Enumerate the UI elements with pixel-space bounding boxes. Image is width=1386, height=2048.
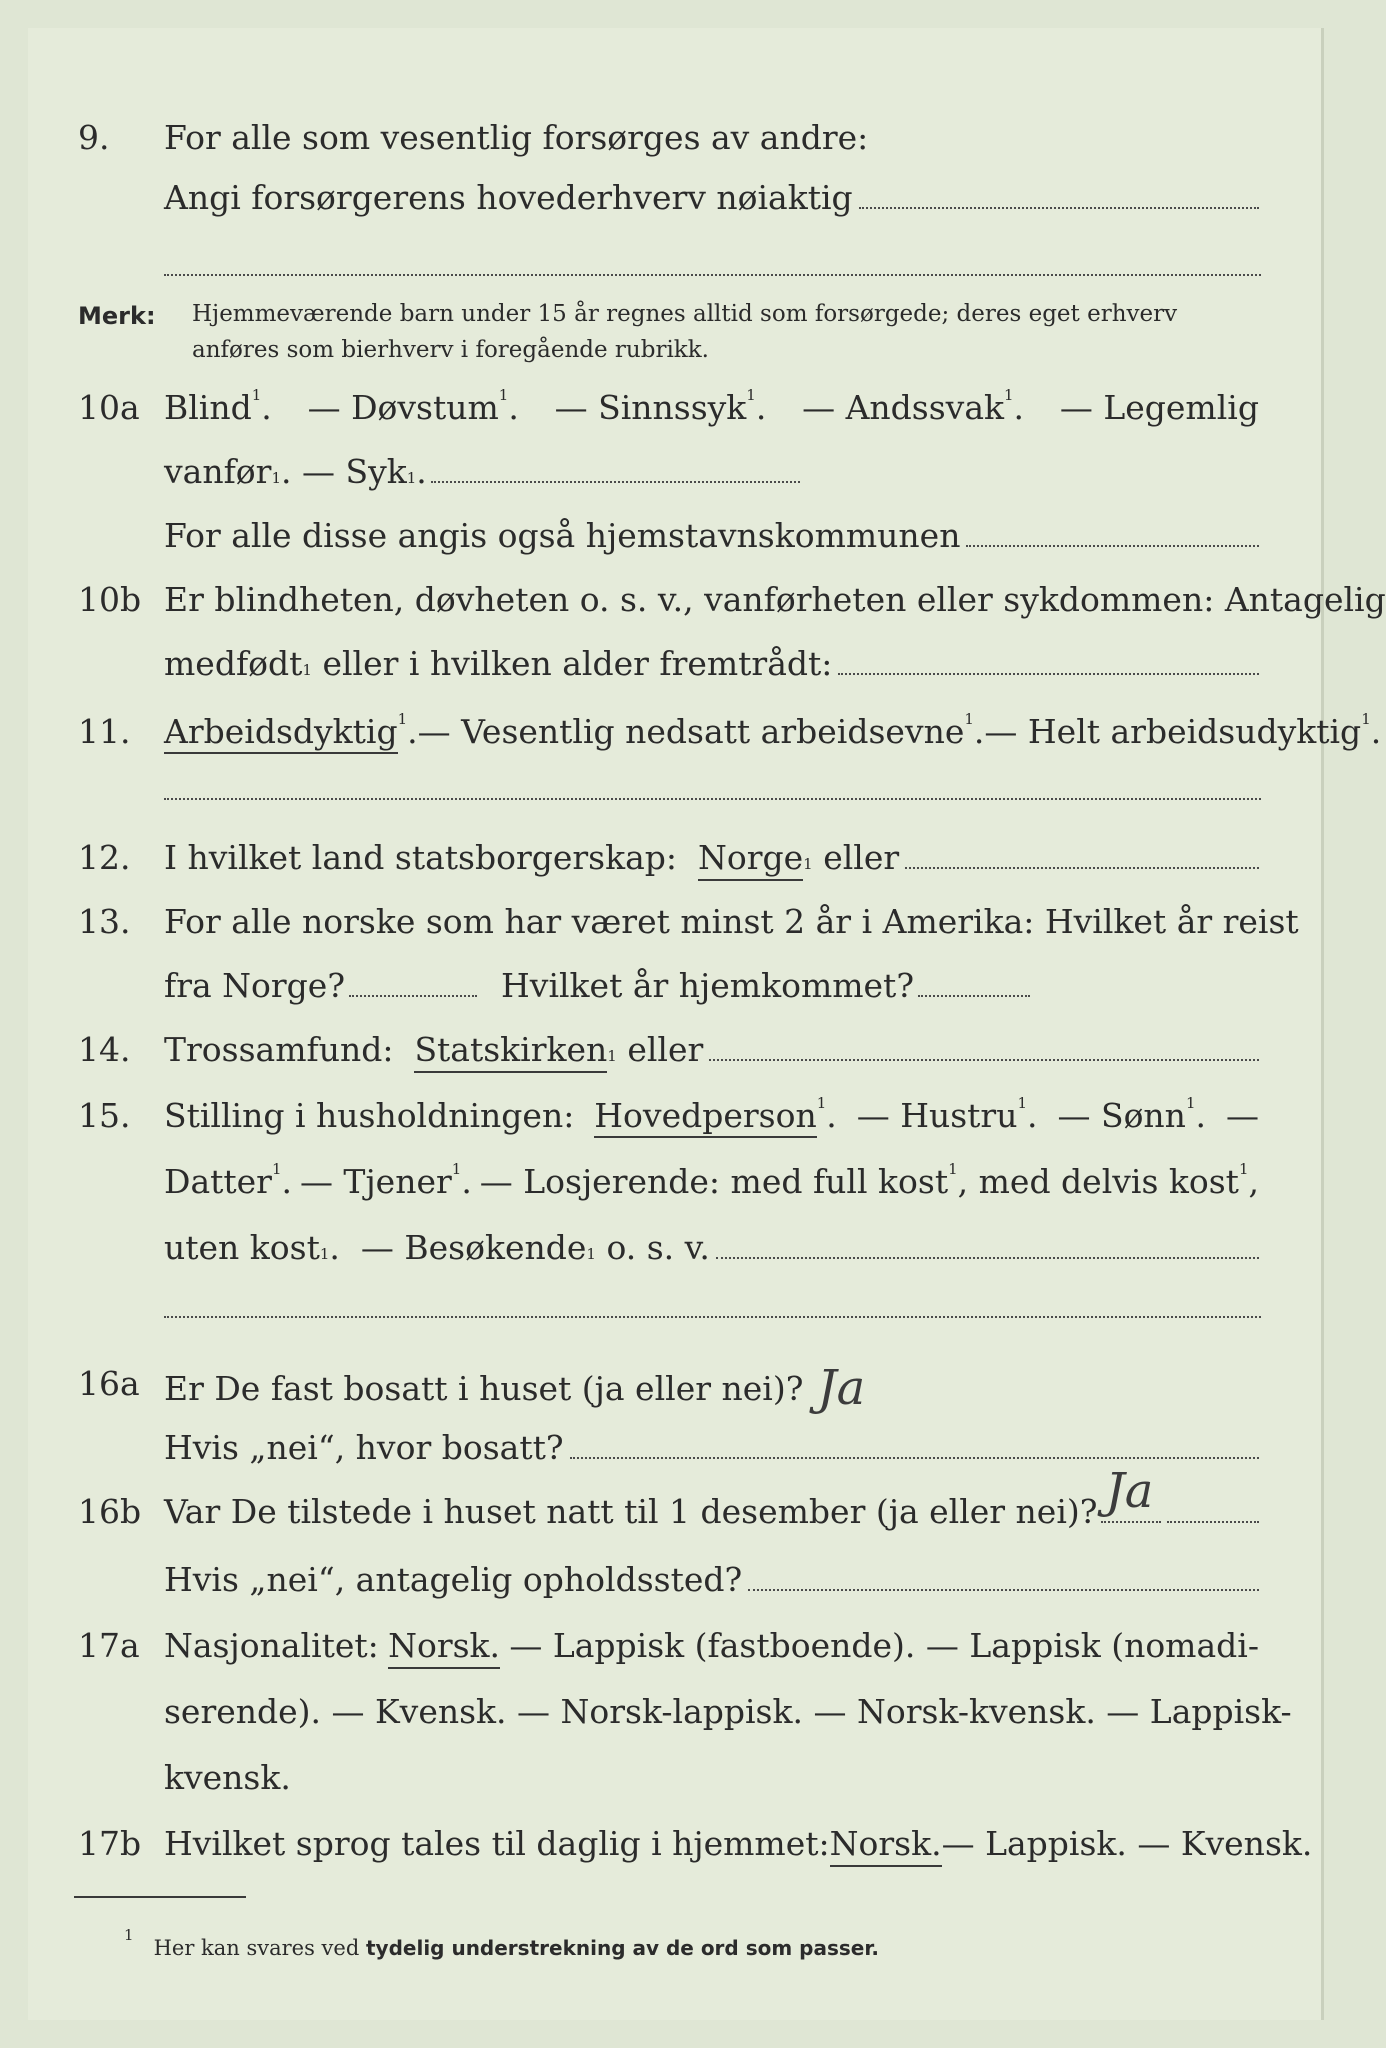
footnote-ref: 1 xyxy=(1185,1094,1196,1112)
question-text: For alle disse angis også hjemstavnskommunen xyxy=(164,516,961,555)
question-text: Hvis „nei“, hvor bosatt? xyxy=(164,1428,564,1467)
option-sinnssyk: — Sinnssyk xyxy=(554,388,747,427)
footnote-ref: 1 xyxy=(607,1047,617,1065)
answer-line[interactable] xyxy=(838,645,1259,675)
question-text: Hvilket sprog tales til daglig i hjemmet: xyxy=(164,1824,830,1863)
footnote-ref: 1 xyxy=(251,386,262,404)
footnote-ref: 1 xyxy=(1361,710,1371,728)
question-number: 16b xyxy=(78,1492,142,1531)
answer-line[interactable] xyxy=(349,967,477,997)
options-text: — Lappisk (fastboende). — Lappisk (nomadi- xyxy=(509,1626,1259,1665)
question-text: Hvilket år hjemkommet? xyxy=(501,966,915,1005)
option-nedsatt: — Vesentlig nedsatt arbeidsevne xyxy=(417,712,965,751)
question-number: 11. xyxy=(78,712,131,751)
footnote-ref: 1 xyxy=(1004,386,1014,404)
comma: , xyxy=(1248,1162,1259,1201)
footnote-ref: 1 xyxy=(948,1160,958,1178)
option-medfodt: medfødt xyxy=(164,644,303,683)
option-hovedperson-underlined: Hovedperson xyxy=(594,1096,816,1138)
merk-text: Hjemmeværende barn under 15 år regnes alltid som forsørgede; deres eget erhverv anføres som bierhverv i foregående rubrikk. xyxy=(192,301,1178,363)
question-text: eller i hvilken alder fremtrådt: xyxy=(322,644,833,683)
option-vanfor: vanfør xyxy=(164,452,272,491)
option-dovstum: — Døvstum xyxy=(307,388,499,427)
answer-line[interactable] xyxy=(1167,1493,1259,1523)
handwritten-answer: Ja xyxy=(817,1360,866,1416)
option-syk: — Syk xyxy=(301,452,407,491)
option-norsk-underlined: Norsk. xyxy=(388,1626,500,1669)
options-text: kvensk. xyxy=(164,1758,291,1797)
question-text: Var De tilstede i huset natt til 1 desember (ja eller nei)? xyxy=(164,1492,1098,1531)
answer-line[interactable] xyxy=(431,453,800,483)
footnote-rule xyxy=(74,1896,246,1898)
footnote-ref: 1 xyxy=(271,1160,282,1178)
question-text: Trossamfund: xyxy=(164,1030,394,1069)
option-hustru: — Hustru xyxy=(856,1096,1018,1135)
footnote-ref: 1 xyxy=(406,469,417,487)
footnote-ref: 1 xyxy=(964,710,974,728)
option-norge-underlined: Norge xyxy=(698,838,803,881)
options-text: serende). — Kvensk. — Norsk-lappisk. — Norsk-kvensk. — Lappisk- xyxy=(164,1692,1292,1731)
footnote-ref: 1 xyxy=(397,710,408,728)
answer-line[interactable] xyxy=(859,179,1259,209)
question-text: Angi forsørgerens hovederhverv nøiaktig xyxy=(164,178,853,217)
footnote-ref: 1 xyxy=(319,1245,330,1263)
dash: — xyxy=(1225,1096,1259,1135)
question-text: Hvis „nei“, antagelig opholdssted? xyxy=(164,1560,743,1599)
answer-line[interactable] xyxy=(709,1031,1259,1061)
footnote-ref: 1 xyxy=(1238,1160,1249,1178)
option-osv: o. s. v. xyxy=(606,1228,710,1267)
footnote-ref: 1 xyxy=(586,1245,596,1263)
question-number: 9. xyxy=(78,118,110,157)
question-number: 16a xyxy=(78,1364,140,1403)
question-text: For alle som vesentlig forsørges av andre: xyxy=(164,118,869,157)
option-datter: Datter xyxy=(164,1162,272,1201)
question-number: 15. xyxy=(78,1096,131,1135)
footnote-ref: 1 xyxy=(803,855,813,873)
question-text: Stilling i husholdningen: xyxy=(164,1096,575,1135)
options-text: — Lappisk. — Kvensk. xyxy=(941,1824,1313,1863)
option-sonn: — Sønn xyxy=(1057,1096,1186,1135)
question-number: 13. xyxy=(78,902,131,941)
footnote-text: Her kan svares ved xyxy=(153,1936,360,1960)
question-number: 17b xyxy=(78,1824,142,1863)
footnote-ref: 1 xyxy=(1017,1094,1028,1112)
handwritten-answer: Ja xyxy=(1105,1463,1154,1519)
question-text: Nasjonalitet: xyxy=(164,1626,379,1665)
answer-line[interactable] xyxy=(1101,1463,1161,1523)
option-arbeidsdyktig-underlined: Arbeidsdyktig xyxy=(164,712,398,754)
footnote-ref: 1 xyxy=(451,1160,462,1178)
question-text: I hvilket land statsborgerskap: xyxy=(164,838,678,877)
question-number: 12. xyxy=(78,838,131,877)
question-text: fra Norge? xyxy=(164,966,346,1005)
option-eller: eller xyxy=(823,838,900,877)
option-tjener: — Tjener xyxy=(299,1162,452,1201)
answer-line[interactable] xyxy=(164,798,1261,800)
footnote-ref: 1 xyxy=(816,1094,827,1112)
answer-line[interactable] xyxy=(918,967,1030,997)
option-udyktig: — Helt arbeidsudyktig xyxy=(984,712,1362,751)
footnote-ref: 1 xyxy=(746,386,756,404)
answer-line[interactable] xyxy=(164,274,1261,276)
question-number: 14. xyxy=(78,1030,131,1069)
footnote-mark: 1 xyxy=(124,1926,134,1944)
merk-label: Merk: xyxy=(78,302,156,330)
option-statskirken-underlined: Statskirken xyxy=(414,1030,607,1073)
census-form-page: 9. For alle som vesentlig forsørges av andre: Angi forsørgerens hovederhverv nøiaktig Merk: Hjemmeværende barn under 15 år regnes alltid som forsørgede; deres eget erhverv anføres som bierhverv i foregående rubrikk. 10a Blind$^1$. — Døvstum$^1$. — Sinnssyk$^1$. — Andssvak$^1$. — Legemlig vanfør 1 . — Syk 1 . For alle disse angis også hjemstavnskommunen 10b Er blindheten, døvheten o. s. v., vanførheten eller sykdommen: Antagelig medfødt 1 eller i hvilken alder fremtrådt: 11. Arbeidsdyktig$^1$. — Vesentlig nedsatt arbeidsevne$^1$. — Helt arbeidsudyktig$^1$. 12. I hvilket land statsborgerskap: Norge 1 eller 13. For alle norske som har været minst 2 år i Amerika: Hvilket år reist fra Norge? Hvilket år hjemkommet? 14. Trossamfund: Statskirken 1 eller 15. Stilling i husholdningen: Hovedperson$^1$. — Hustru$^1$. — Sønn$^1$. — Datter$^1$. — Tjener$^1$. — Losjerende: med full kost$^1$, med delvis kost$^1$, uten kost 1 . — Besøkende 1 o. s. v. 16a Er De fast bosatt i huset (ja eller nei)? Ja Hvis „nei“, hvor bosatt? 16b Var De tilstede i huset natt til 1 desember (ja eller nei)? Ja Hvis „nei“, antagelig opholdssted? 17a Nasjonalitet: Norsk. — Lappisk (fastboende). — Lappisk (nomadi- serende). — Kvensk. — Norsk-lappisk. — Norsk-kvensk. — Lappisk- kvensk. 17b Hvilket sprog tales til daglig i hjemmet: Norsk. — Lappisk. — Kvensk. $^1$ Her kan svares ved tydelig understrekning av de ord som passer. xyxy=(28,28,1324,2020)
footnote-bold-text: tydelig understrekning av de ord som passer. xyxy=(365,1936,879,1960)
answer-line[interactable] xyxy=(570,1429,1259,1459)
question-number: 17a xyxy=(78,1626,140,1665)
footnote-ref: 1 xyxy=(498,386,509,404)
answer-line[interactable] xyxy=(164,1316,1261,1318)
option-delvis-kost: , med delvis kost xyxy=(957,1162,1239,1201)
question-text: Er De fast bosatt i huset (ja eller nei)? xyxy=(164,1369,804,1408)
option-besokende: — Besøkende xyxy=(360,1228,587,1267)
option-losjerende: — Losjerende: med full kost xyxy=(479,1162,949,1201)
option-norsk-underlined: Norsk. xyxy=(830,1824,942,1867)
question-number: 10b xyxy=(78,580,142,619)
question-text: For alle norske som har været minst 2 år i Amerika: Hvilket år reist xyxy=(164,902,1299,941)
question-number: 10a xyxy=(78,388,140,427)
answer-line[interactable] xyxy=(966,517,1259,547)
footnote-ref: 1 xyxy=(302,661,312,679)
answer-line[interactable] xyxy=(905,839,1259,869)
answer-line[interactable] xyxy=(748,1561,1259,1591)
option-andssvak: — Andssvak xyxy=(802,388,1004,427)
footnote-ref: 1 xyxy=(271,469,281,487)
option-blind: Blind xyxy=(164,388,252,427)
option-legemlig: — Legemlig xyxy=(1059,388,1259,427)
option-uten-kost: uten kost xyxy=(164,1228,320,1267)
question-text: Er blindheten, døvheten o. s. v., vanførheten eller sykdommen: Antagelig xyxy=(164,580,1386,619)
option-eller: eller xyxy=(627,1030,704,1069)
answer-line[interactable] xyxy=(716,1229,1259,1259)
